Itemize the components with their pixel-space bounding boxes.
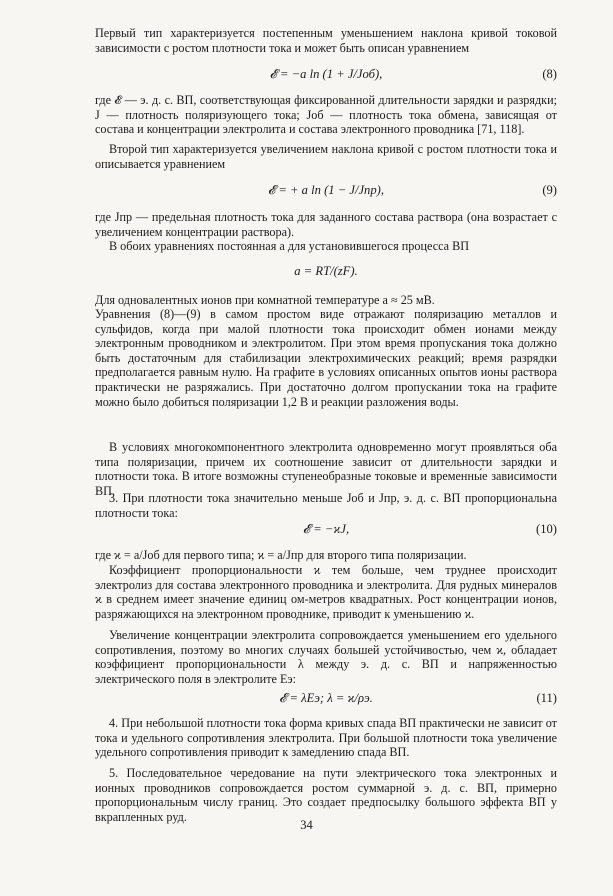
equation-formula: 𝓔 = −a ln (1 + J/Jоб),	[269, 67, 383, 81]
paragraph-item-4: 4. При небольшой плотности тока форма кривых спада ВП практически не зависит от тока и удельного сопротивления электролита. При большой плотности тока увеличение удельного сопротивления приводит к замедлению спада ВП.	[95, 716, 557, 760]
equation-formula: 𝓔 = λEэ; λ = ϰ/ρэ.	[279, 691, 373, 705]
equation-number: (10)	[536, 522, 557, 536]
paragraph-concentration: Увеличение концентрации электролита сопровождается уменьшением его удельного сопротивления, поэтому во многих случаях большей устойчивостью, чем ϰ, обладает коэффициент пропорциональности λ между э. д. с. ВП и напряженностью электрического поля в электролите Eэ:	[95, 628, 557, 686]
equation-number: (9)	[542, 183, 557, 197]
paragraph-second-type: Второй тип характеризуется увеличением наклона кривой с ростом плотности тока и описывается уравнением	[95, 142, 557, 171]
page-number: 34	[300, 818, 313, 832]
equation-number: (8)	[542, 67, 557, 81]
paragraph-coefficient: Коэффициент пропорциональности ϰ тем больше, чем труднее происходит электролиз для состава электронного проводника и электролита. Для рудных минералов ϰ в среднем имеет значение единиц ом-метров квадратных. Рост концентрации ионов, разряжающихся на электронном проводнике, приводит к уменьшению ϰ.	[95, 563, 557, 621]
paragraph-equations-8-9: Уравнения (8)—(9) в самом простом виде отражают поляризацию металлов и сульфидов, когда при малой плотности тока происходит обмен ионами между электронным проводником и электролитом. При этом время пропускания тока должно быть достаточным для стабилизации электрохимических реакций; время разрядки предполагается равным нулю. На графите в условиях описанных опытов ионы раствора практически не разряжались. При достаточно долгом пропускании тока на графите можно было добиться поляризации 1,2 В и реакции разложения воды.	[95, 307, 557, 409]
equation-number: (11)	[536, 691, 557, 705]
paragraph-definitions-8: где 𝓔 — э. д. с. ВП, соответствующая фиксированной длительности зарядки и разрядки; J — плотность поляризующего тока; Jоб — плотность тока обмена, зависящая от состава и концентрации электролита и состава электронного проводника [71, 118].	[95, 93, 557, 137]
equation-formula: a = RT/(zF).	[294, 264, 358, 278]
paragraph-item-3: 3. При плотности тока значительно меньше Jоб и Jпр, э. д. с. ВП пропорциональна плотности тока:	[95, 491, 557, 520]
paragraph-first-type: Первый тип характеризуется постепенным уменьшением наклона кривой токовой зависимости с ростом плотности тока и может быть описан уравнением	[95, 26, 557, 55]
paragraph-item-5: 5. Последовательное чередование на пути электрического тока электронных и ионных проводников сопровождается ростом суммарной э. д. с. ВП, примерно пропорциональным числу границ. Это создает предпосылку большого эффекта ВП у вкрапленных руд.	[95, 766, 557, 824]
equation-formula: 𝓔 = + a ln (1 − J/Jпр),	[268, 183, 384, 197]
paragraph-monovalent: Для одновалентных ионов при комнатной температуре a ≈ 25 мВ.	[95, 293, 435, 307]
equation-formula: 𝓔 = −ϰJ,	[302, 522, 350, 536]
paragraph-definitions-9: где Jпр — предельная плотность тока для заданного состава раствора (она возрастает с увеличением концентрации раствора).	[95, 210, 557, 239]
paragraph-kappa-def: где ϰ = a/Jоб для первого типа; ϰ = a/Jпр для второго типа поляризации.	[95, 548, 467, 562]
paragraph-multicomponent: В условиях многокомпонентного электролита одновременно могут проявляться оба типа поляризации, причем их соотношение зависит от длительности зарядки и плотности тока. В итоге возможны ступенеобразные токовые и временны́е зависимости ВП.	[95, 440, 557, 498]
paragraph-constant-a: В обоих уравнениях постоянная a для установившегося процесса ВП	[109, 239, 470, 253]
